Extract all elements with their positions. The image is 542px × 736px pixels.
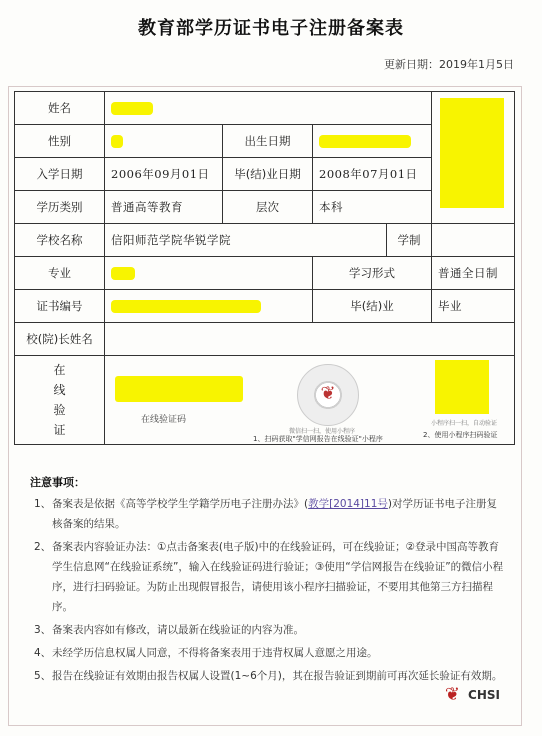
verify-content: [105, 356, 515, 445]
president-value: [105, 323, 515, 356]
note-item: [34, 643, 504, 663]
edu-type-value: 普通高等教育: [105, 191, 223, 224]
verify-char: 线: [53, 383, 66, 397]
chsi-bird-icon: ❦: [320, 383, 336, 404]
row-president: [15, 323, 515, 356]
verify-code-caption: 在线验证码: [141, 415, 187, 425]
note-number: 4、: [34, 647, 52, 659]
row-name: [15, 92, 515, 125]
verify-char: 在: [53, 363, 66, 377]
level-label: 层次: [223, 191, 313, 224]
cert-no-value: [105, 290, 313, 323]
note-number: 1、: [34, 498, 52, 510]
study-form-label: 学习形式: [313, 257, 432, 290]
enroll-label: 入学日期: [15, 158, 105, 191]
row-cert: [15, 290, 515, 323]
study-form-value: 普通全日制: [432, 257, 515, 290]
note-item: [34, 494, 504, 534]
note-number: 2、: [34, 541, 52, 553]
duration-label: 学制: [387, 224, 432, 257]
grad-label: 毕(结)业: [313, 290, 432, 323]
birth-value: [313, 125, 432, 158]
birth-label: 出生日期: [223, 125, 313, 158]
school-label: 学校名称: [15, 224, 105, 257]
major-value: [105, 257, 313, 290]
update-date: 更新日期：2019年1月5日: [384, 58, 514, 71]
level-value: 本科: [313, 191, 432, 224]
qr-code-redacted[interactable]: [435, 360, 489, 414]
redaction-mark: [111, 300, 261, 313]
photo-cell: [432, 92, 515, 224]
redaction-mark: [111, 267, 135, 280]
row-verify: [15, 356, 515, 445]
gender-value: [105, 125, 223, 158]
note-text: 备案表是依据《高等学校学生学籍学历电子注册办法》(: [52, 498, 309, 510]
page-title: 教育部学历证书电子注册备案表: [138, 18, 404, 39]
redaction-mark: [111, 102, 153, 115]
redaction-mark: [319, 135, 411, 148]
qr-caption: 小程序扫一扫，自动验证: [431, 420, 498, 427]
note-number: 5、: [34, 670, 52, 682]
registration-table: [14, 91, 515, 445]
regulation-link[interactable]: 教学[2014]11号: [308, 498, 388, 510]
photo-redacted: [440, 98, 504, 208]
verify-label: [15, 360, 104, 440]
grad-value: 毕业: [432, 290, 515, 323]
notes-list: [34, 494, 504, 689]
row-major: [15, 257, 515, 290]
row-school: [15, 224, 515, 257]
note-number: 3、: [34, 624, 52, 636]
cert-no-label: 证书编号: [15, 290, 105, 323]
note-text: 报告在线验证有效期由报告权属人设置(1~6个月)，其在报告验证到期前可再次延长验证有效期。: [52, 670, 503, 682]
note-text: )对学历证书电子注册复核备案的结果。: [52, 498, 497, 530]
grad-date-label: 毕(结)业日期: [223, 158, 313, 191]
redaction-mark: [111, 135, 123, 148]
mini-program-caption: 微信扫一扫，使用小程序: [289, 428, 356, 435]
chsi-logo-text: CHSI: [468, 688, 500, 702]
major-label: 专业: [15, 257, 105, 290]
name-value: [105, 92, 432, 125]
note-item: [34, 537, 504, 617]
note-text: 未经学历信息权属人同意，不得将备案表用于违背权属人意愿之用途。: [52, 647, 378, 659]
edu-type-label: 学历类别: [15, 191, 105, 224]
chsi-logo-icon: ❦: [444, 684, 460, 705]
verify-code-redacted[interactable]: [115, 376, 243, 402]
enroll-value: 2006年09月01日: [105, 158, 223, 191]
step1-text: 1、扫码获取"学信网报告在线验证"小程序: [253, 435, 383, 443]
verify-char: 证: [53, 423, 66, 437]
verify-char: 验: [53, 403, 66, 417]
note-text: 备案表内容验证办法：①点击备案表(电子版)中的在线验证码，可在线验证；②登录中国高等教育学生信息网“在线验证系统”，输入在线验证码进行验证；③使用“学信网报告在线验证”的微信小程序，进行扫码验证。为防止出现假冒报告，请使用该小程序扫描验证，不要用其他第三方扫描程序。: [52, 541, 504, 613]
note-item: [34, 666, 504, 686]
notes-heading: 注意事项：: [30, 476, 85, 489]
note-text: 备案表内容如有修改，请以最新在线验证的内容为准。: [52, 624, 304, 636]
duration-value: [432, 224, 515, 257]
mini-program-code[interactable]: [297, 364, 359, 426]
grad-date-value: 2008年07月01日: [313, 158, 432, 191]
step2-text: 2、使用小程序扫码验证: [423, 431, 498, 439]
verify-label-cell: [15, 356, 105, 445]
gender-label: 性别: [15, 125, 105, 158]
note-item: [34, 620, 504, 640]
school-value: 信阳师范学院华锐学院: [105, 224, 387, 257]
name-label: 姓名: [15, 92, 105, 125]
president-label: 校(院)长姓名: [15, 323, 105, 356]
